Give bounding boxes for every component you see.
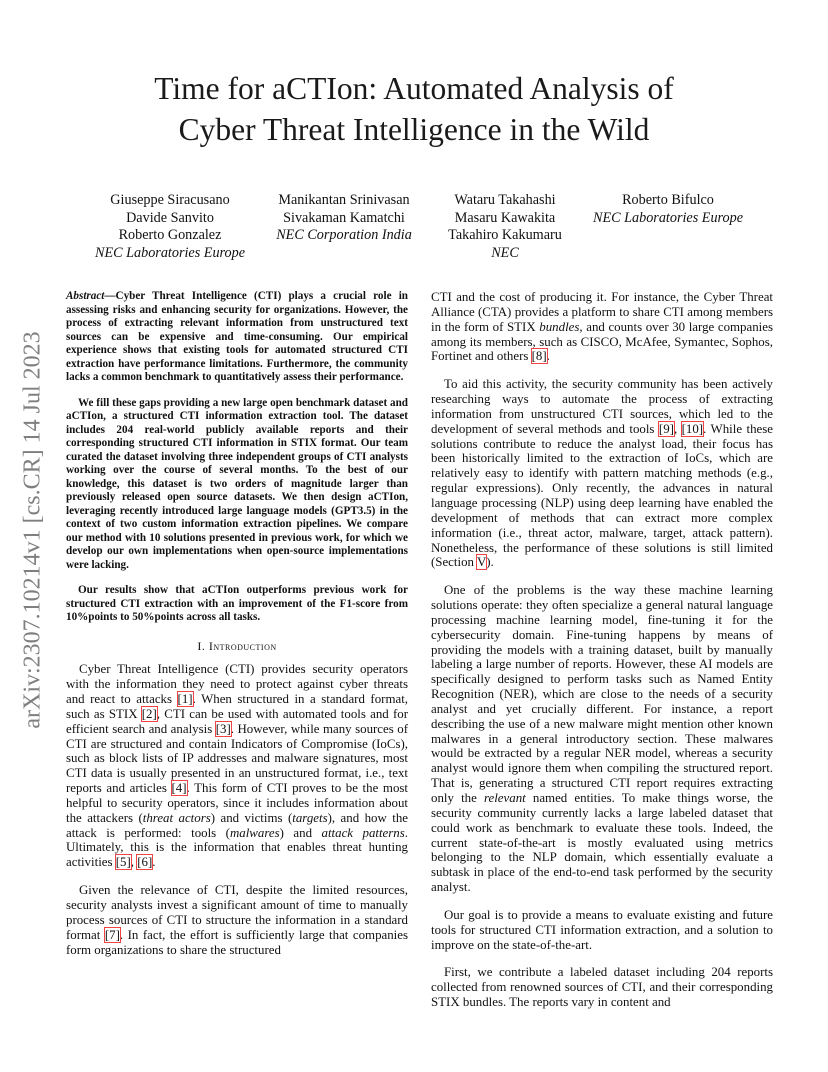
body-paragraph-continued: CTI and the cost of producing it. For instance, the Cyber Threat Alliance (CTA) provides a platform to share CTI among members in the form of STIX bundles, and counts over 30 large companies among its members, such as CISCO, McAfee, Symantec, Sophos, Fortinet and others [8]. [431, 290, 773, 364]
body-paragraph: Our goal is to provide a means to evaluate existing and future tools for structured CTI information extraction, and a solution to improve on the state-of-the-art. [431, 907, 773, 952]
author-group-1 [86, 192, 254, 262]
intro-paragraph-2: Given the relevance of CTI, despite the limited resources, security analysts invest a significant amount of time to manually process sources of CTI to structure the information in a standard format [7]. In fact, the effort is sufficiently large that companies form organizations to share the structured [66, 883, 408, 957]
right-column [431, 290, 773, 1010]
left-column [66, 290, 408, 957]
body-paragraph: First, we contribute a labeled dataset including 204 reports collected from renowned sources of CTI, and their corresponding STIX bundles. The reports vary in content and [431, 965, 773, 1010]
arxiv-identifier-text: arXiv:2307.10214v1 [cs.CR] 14 Jul 2023 [19, 331, 46, 729]
author-name: Roberto Bifulco [622, 192, 714, 208]
body-paragraph: To aid this activity, the security community has been actively researching ways to automate the process of extracting information from unstructured CTI sources, which led to the development of several methods and tools [9], [10]. While these solutions contribute to reduce the analyst load, their focus has been historically limited to the extraction of IoCs, which are relatively easy to identify with pattern matching methods (e.g., regular expressions). Only recently, the advances in natural language processing (NLP) using deep learning have enabled the development of methods that can extract more complex information (i.e., threat actor, malware, target, attack pattern). Nonetheless, the performance of these solutions is still limited (Section V). [431, 377, 773, 570]
citation-link[interactable]: [8] [531, 349, 547, 364]
abstract-label: Abstract [66, 290, 105, 302]
author-group-3 [432, 192, 578, 262]
title-line-1: Time for aCTIon: Automated Analysis of [154, 71, 674, 106]
citation-link[interactable]: [9] [658, 421, 674, 436]
citation-link[interactable]: [6] [137, 855, 153, 870]
author-name: Manikantan Srinivasan [278, 192, 410, 208]
abstract-paragraph-1 [66, 290, 408, 385]
author-name: Takahiro Kakumaru [448, 227, 562, 244]
citation-link[interactable]: [4] [171, 781, 187, 796]
author-affiliation: NEC Corporation India [276, 227, 412, 244]
arxiv-identifier [19, 296, 46, 764]
section-heading: I. Introduction [197, 638, 277, 653]
author-group-2 [262, 192, 426, 245]
author-name: Davide Sanvito [126, 209, 214, 226]
author-affiliation: NEC Laboratories Europe [592, 209, 744, 226]
author-name: Wataru Takahashi [454, 192, 556, 208]
section-link[interactable]: V [476, 555, 487, 570]
citation-link[interactable]: [7] [104, 927, 120, 942]
title-line-2: Cyber Threat Intelligence in the Wild [178, 112, 650, 147]
intro-paragraph-1: Cyber Threat Intelligence (CTI) provides security operators with the information they need to protect against cyber threats and react to attacks [1]. When structured in a standard format, such as STIX [2], CTI can be used with automated tools and for efficient search and analysis [3]. However, while many sources of CTI are structured and contain Indicators of Compromise (IoCs), such as block lists of IP addresses and malware signatures, most CTI data is usually presented in an unstructured format, i.e., text reports and articles [4]. This form of CTI proves to be the most helpful to security operators, since it includes information about the attackers (threat actors) and victims (targets), and how the attack is performed: tools (malwares) and attack patterns. Ultimately, this is the information that enables threat hunting activities [5], [6]. [66, 662, 409, 870]
author-name: Sivakaman Kamatchi [283, 209, 405, 226]
citation-link[interactable]: [10] [681, 421, 704, 436]
author-name: Roberto Gonzalez [118, 227, 222, 244]
abstract-paragraph-3: Our results show that aCTIon outperforms previous work for structured CTI extraction with an improvement of the F1-score from 10%points to 50%points across all tasks. [66, 584, 408, 623]
citation-link[interactable]: [1] [177, 692, 193, 707]
citation-link[interactable]: [3] [215, 721, 231, 736]
body-paragraph: One of the problems is the way these machine learning solutions operate: they often specialize a general natural language processing machine learning model, fine-tuning it for the cybersecurity domain. Fine-tuning happens by means of providing the models with a training dataset, built by manually labeling a large number of reports. However, these AI models are specifically designed to perform tasks such as Named Entity Recognition (NER), which are close to the needs of a security analyst and yet crucially different. For instance, a report describing the use of a new malware might mention other known malwares in a general introductory section. These malwares would be extracted by a regular NER model, whereas a security analyst would ignore them when compiling the structured report. That is, generating a structured CTI report requires extracting only the relevant named entities. To make things worse, the security community currently lacks a large labeled dataset that could work as benchmark to evaluate these tools. Indeed, the current state-of-the-art is mostly evaluated using metrics belonging to the NLP domain, which essentially evaluate a subtask in place of the end-to-end task performed by the security analyst. [431, 583, 773, 895]
author-affiliation: NEC Laboratories Europe [94, 244, 246, 261]
abstract-text: —Cyber Threat Intelligence (CTI) plays a crucial role in assessing risks and enhancing security for organizations. However, the process of extracting relevant information from unstructured text sources can be expensive and time-consuming. Our empirical experience shows that existing tools for automated structured CTI extraction have performance limitations. Furthermore, the community lacks a common benchmark to quantitatively assess their performance. [66, 290, 408, 383]
author-name: Giuseppe Siracusano [110, 192, 230, 208]
author-name: Masaru Kawakita [454, 209, 556, 226]
citation-link[interactable]: [2] [141, 706, 157, 721]
author-group-4 [586, 192, 750, 227]
paper-title [0, 68, 828, 150]
author-affiliation: NEC [491, 244, 519, 261]
abstract [66, 290, 408, 625]
abstract-paragraph-2: We fill these gaps providing a new large open benchmark dataset and aCTIon, a structured CTI information extraction tool. The dataset includes 204 real-world publicly available reports and their corresponding structured CTI information in STIX format. Our team curated the dataset involving three independent groups of CTI analysts working over the course of several months. To the best of our knowledge, this dataset is two orders of magnitude larger than previously released open source datasets. We then design aCTIon, leveraging recently introduced large language models (GPT3.5) in the context of two custom information extraction pipelines. We compare our method with 10 solutions presented in previous work, for which we develop our own implementations when open-source implementations were lacking. [66, 396, 408, 571]
citation-link[interactable]: [5] [115, 855, 131, 870]
